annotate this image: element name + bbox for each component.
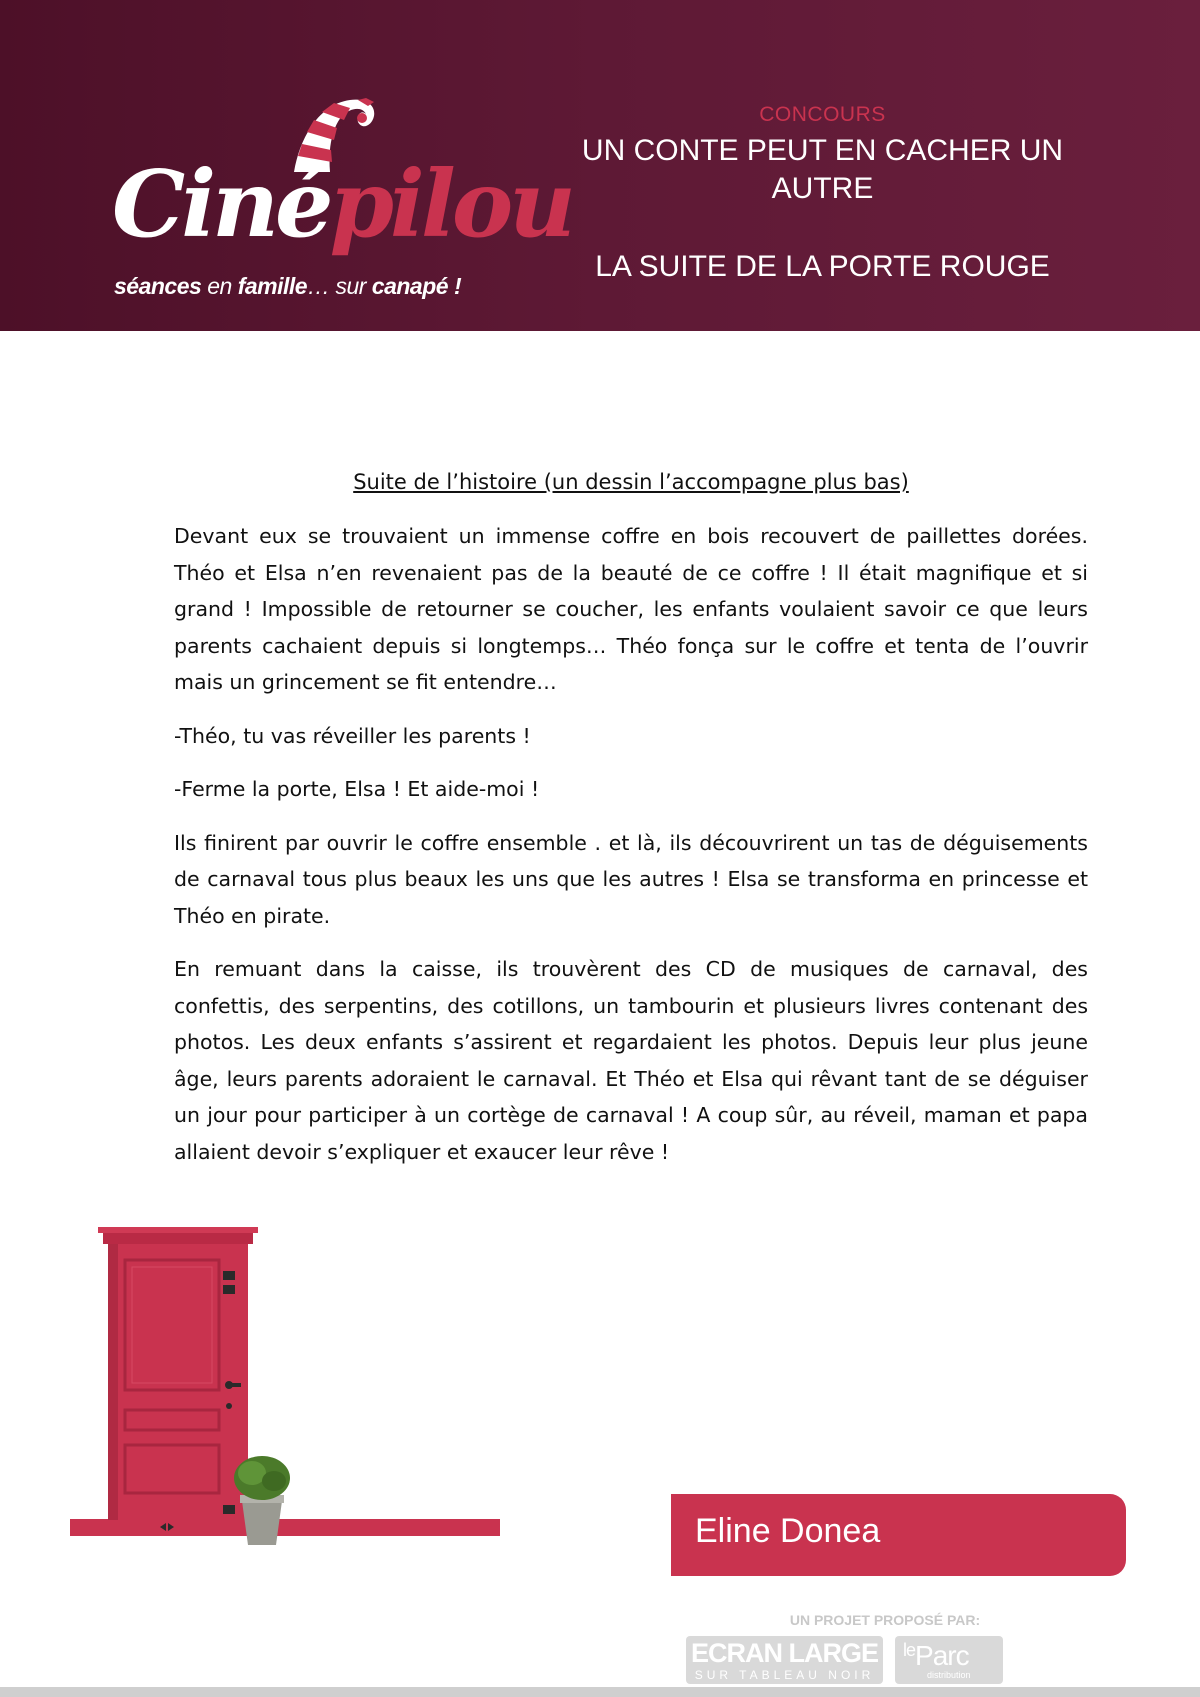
story-paragraph: Devant eux se trouvaient un immense coffre en bois recouvert de paillettes dorées. Théo et Elsa n’en revenaient pas de la beauté de ce coffre ! Il était magnifique et si grand ! Impossible de retourner se coucher, les enfants voulaient savoir ce que leurs parents cachaient depuis si longtemps… Théo fonça sur le coffre et tenta de l’ouvrir mais un grincement se fit entendre… xyxy=(174,524,1088,694)
contest-title: UN CONTE PEUT EN CACHER UN AUTRE xyxy=(581,134,1064,205)
logo-wordmark: Cinépilou xyxy=(112,150,573,258)
cinepilou-logo xyxy=(104,100,573,310)
le-parc-logo: $^{le}$Parc distribution xyxy=(895,1636,1003,1684)
author-banner xyxy=(671,1494,1126,1576)
story-body xyxy=(174,518,1088,1187)
red-door-illustration xyxy=(70,1225,510,1545)
author-name: Eline Donea xyxy=(695,1512,881,1550)
bottom-bar xyxy=(0,1687,1200,1697)
story-paragraph: En remuant dans la caisse, ils trouvèrent des CD de musiques de carnaval, des confettis, des serpentins, des cotillons, un tambourin et plusieurs livres contenant des photos. Les deux enfants s’assirent et regardaient les photos. Depuis leur plus jeune âge, leurs parents adoraient le carnaval. Et Théo et Elsa qui rêvant tant de se déguiser un jour pour participer à un cortège de carnaval ! A coup sûr, au réveil, maman et papa allaient devoir s’expliquer et exaucer leur rêve ! xyxy=(174,957,1088,1164)
contest-subtitle: LA SUITE DE LA PORTE ROUGE xyxy=(595,250,1050,283)
logo-tagline: séances en famille… sur canapé ! xyxy=(114,273,462,299)
contest-label: CONCOURS xyxy=(759,103,886,126)
story-heading: Suite de l’histoire (un dessin l’accompagne plus bas) xyxy=(353,470,909,494)
red-door-icon xyxy=(70,1225,510,1545)
partners-label: UN PROJET PROPOSÉ PAR: xyxy=(789,1612,981,1628)
story-paragraph: -Théo, tu vas réveiller les parents ! xyxy=(174,723,531,748)
story-paragraph: Ils finirent par ouvrir le coffre ensemble . et là, ils découvrirent un tas de déguisements de carnaval tous plus beaux les uns que les autres ! Elsa se transforma en princesse et Théo en pirate. xyxy=(174,830,1088,928)
story-paragraph: -Ferme la porte, Elsa ! Et aide-moi ! xyxy=(174,777,540,801)
header-banner xyxy=(0,0,1200,331)
ecran-large-logo: ECRAN LARGE SUR TABLEAU NOIR xyxy=(686,1636,883,1684)
